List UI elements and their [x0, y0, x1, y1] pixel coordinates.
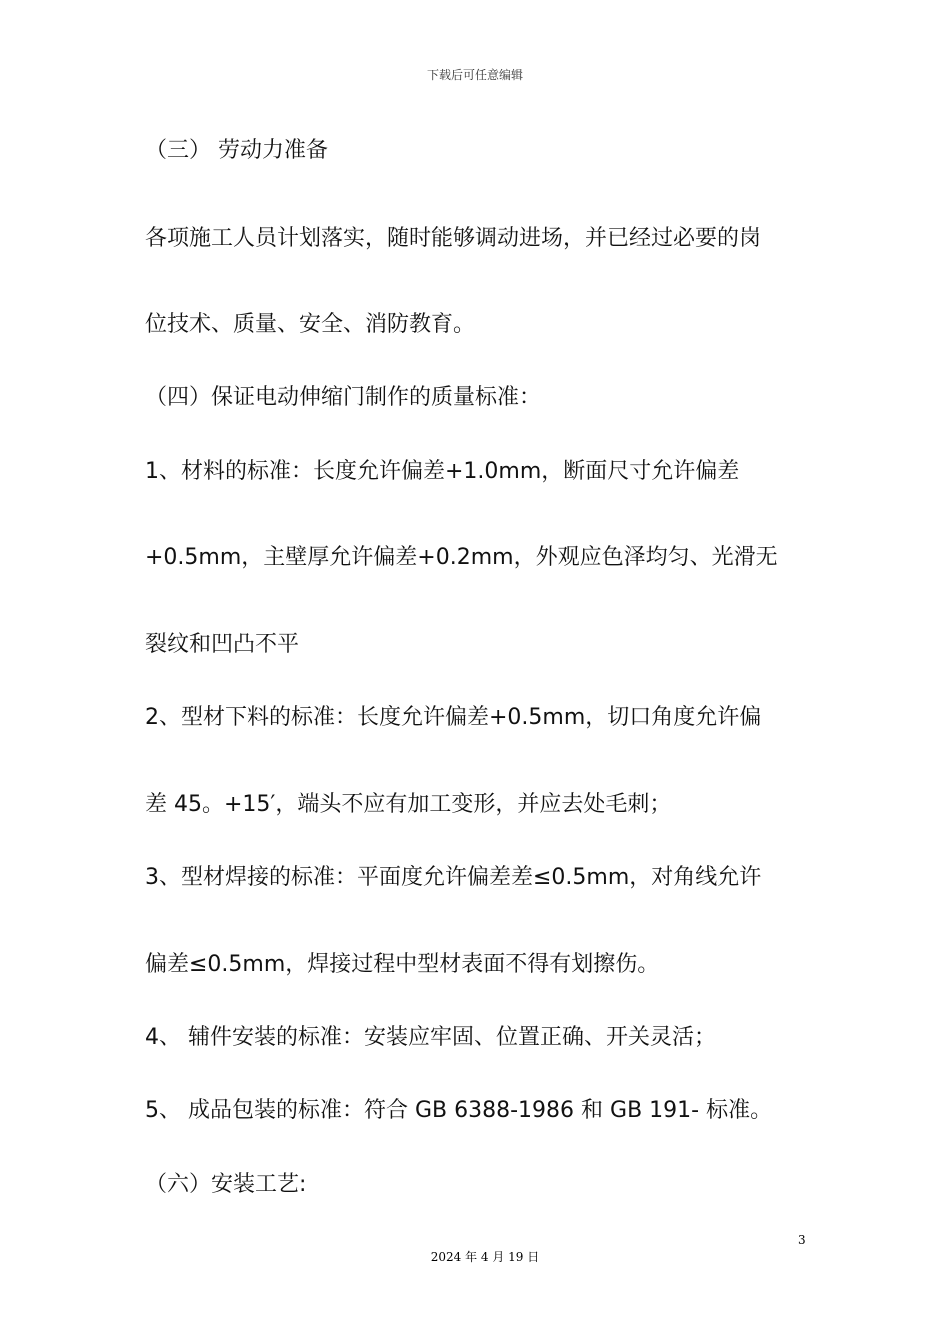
page-header: 下载后可任意编辑	[426, 68, 523, 82]
paragraph-line: 位技术、质量、安全、消防教育。	[145, 312, 476, 337]
page-footer-date: 2024 年 4 月 19 日	[430, 1250, 540, 1264]
paragraph-line: 裂纹和凹凸不平	[145, 632, 300, 657]
paragraph-line: 偏差≤0.5mm，焊接过程中型材表面不得有划擦伤。	[145, 952, 660, 977]
list-item-1: 1、材料的标准：长度允许偏差+1.0mm，断面尺寸允许偏差	[145, 459, 740, 484]
page-number: 3	[798, 1233, 806, 1247]
paragraph-line: 各项施工人员计划落实，随时能够调动进场，并已经过必要的岗	[145, 226, 762, 251]
section-heading-labor: （三） 劳动力准备	[145, 138, 328, 163]
section-heading-installation: （六）安装工艺:	[145, 1172, 307, 1197]
list-item-4: 4、 辅件安装的标准：安装应牢固、位置正确、开关灵活；	[145, 1025, 716, 1050]
list-item-5: 5、 成品包装的标准：符合 GB 6388-1986 和 GB 191- 标准。	[145, 1098, 773, 1123]
paragraph-line: +0.5mm，主壁厚允许偏差+0.2mm，外观应色泽均匀、光滑无	[145, 545, 778, 570]
list-item-2: 2、型材下料的标准：长度允许偏差+0.5mm，切口角度允许偏	[145, 705, 762, 730]
paragraph-line: 差 45。+15′，端头不应有加工变形，并应去处毛刺；	[145, 792, 672, 817]
section-heading-quality: （四）保证电动伸缩门制作的质量标准：	[145, 385, 542, 410]
list-item-3: 3、型材焊接的标准：平面度允许偏差差≤0.5mm，对角线允许	[145, 865, 762, 890]
